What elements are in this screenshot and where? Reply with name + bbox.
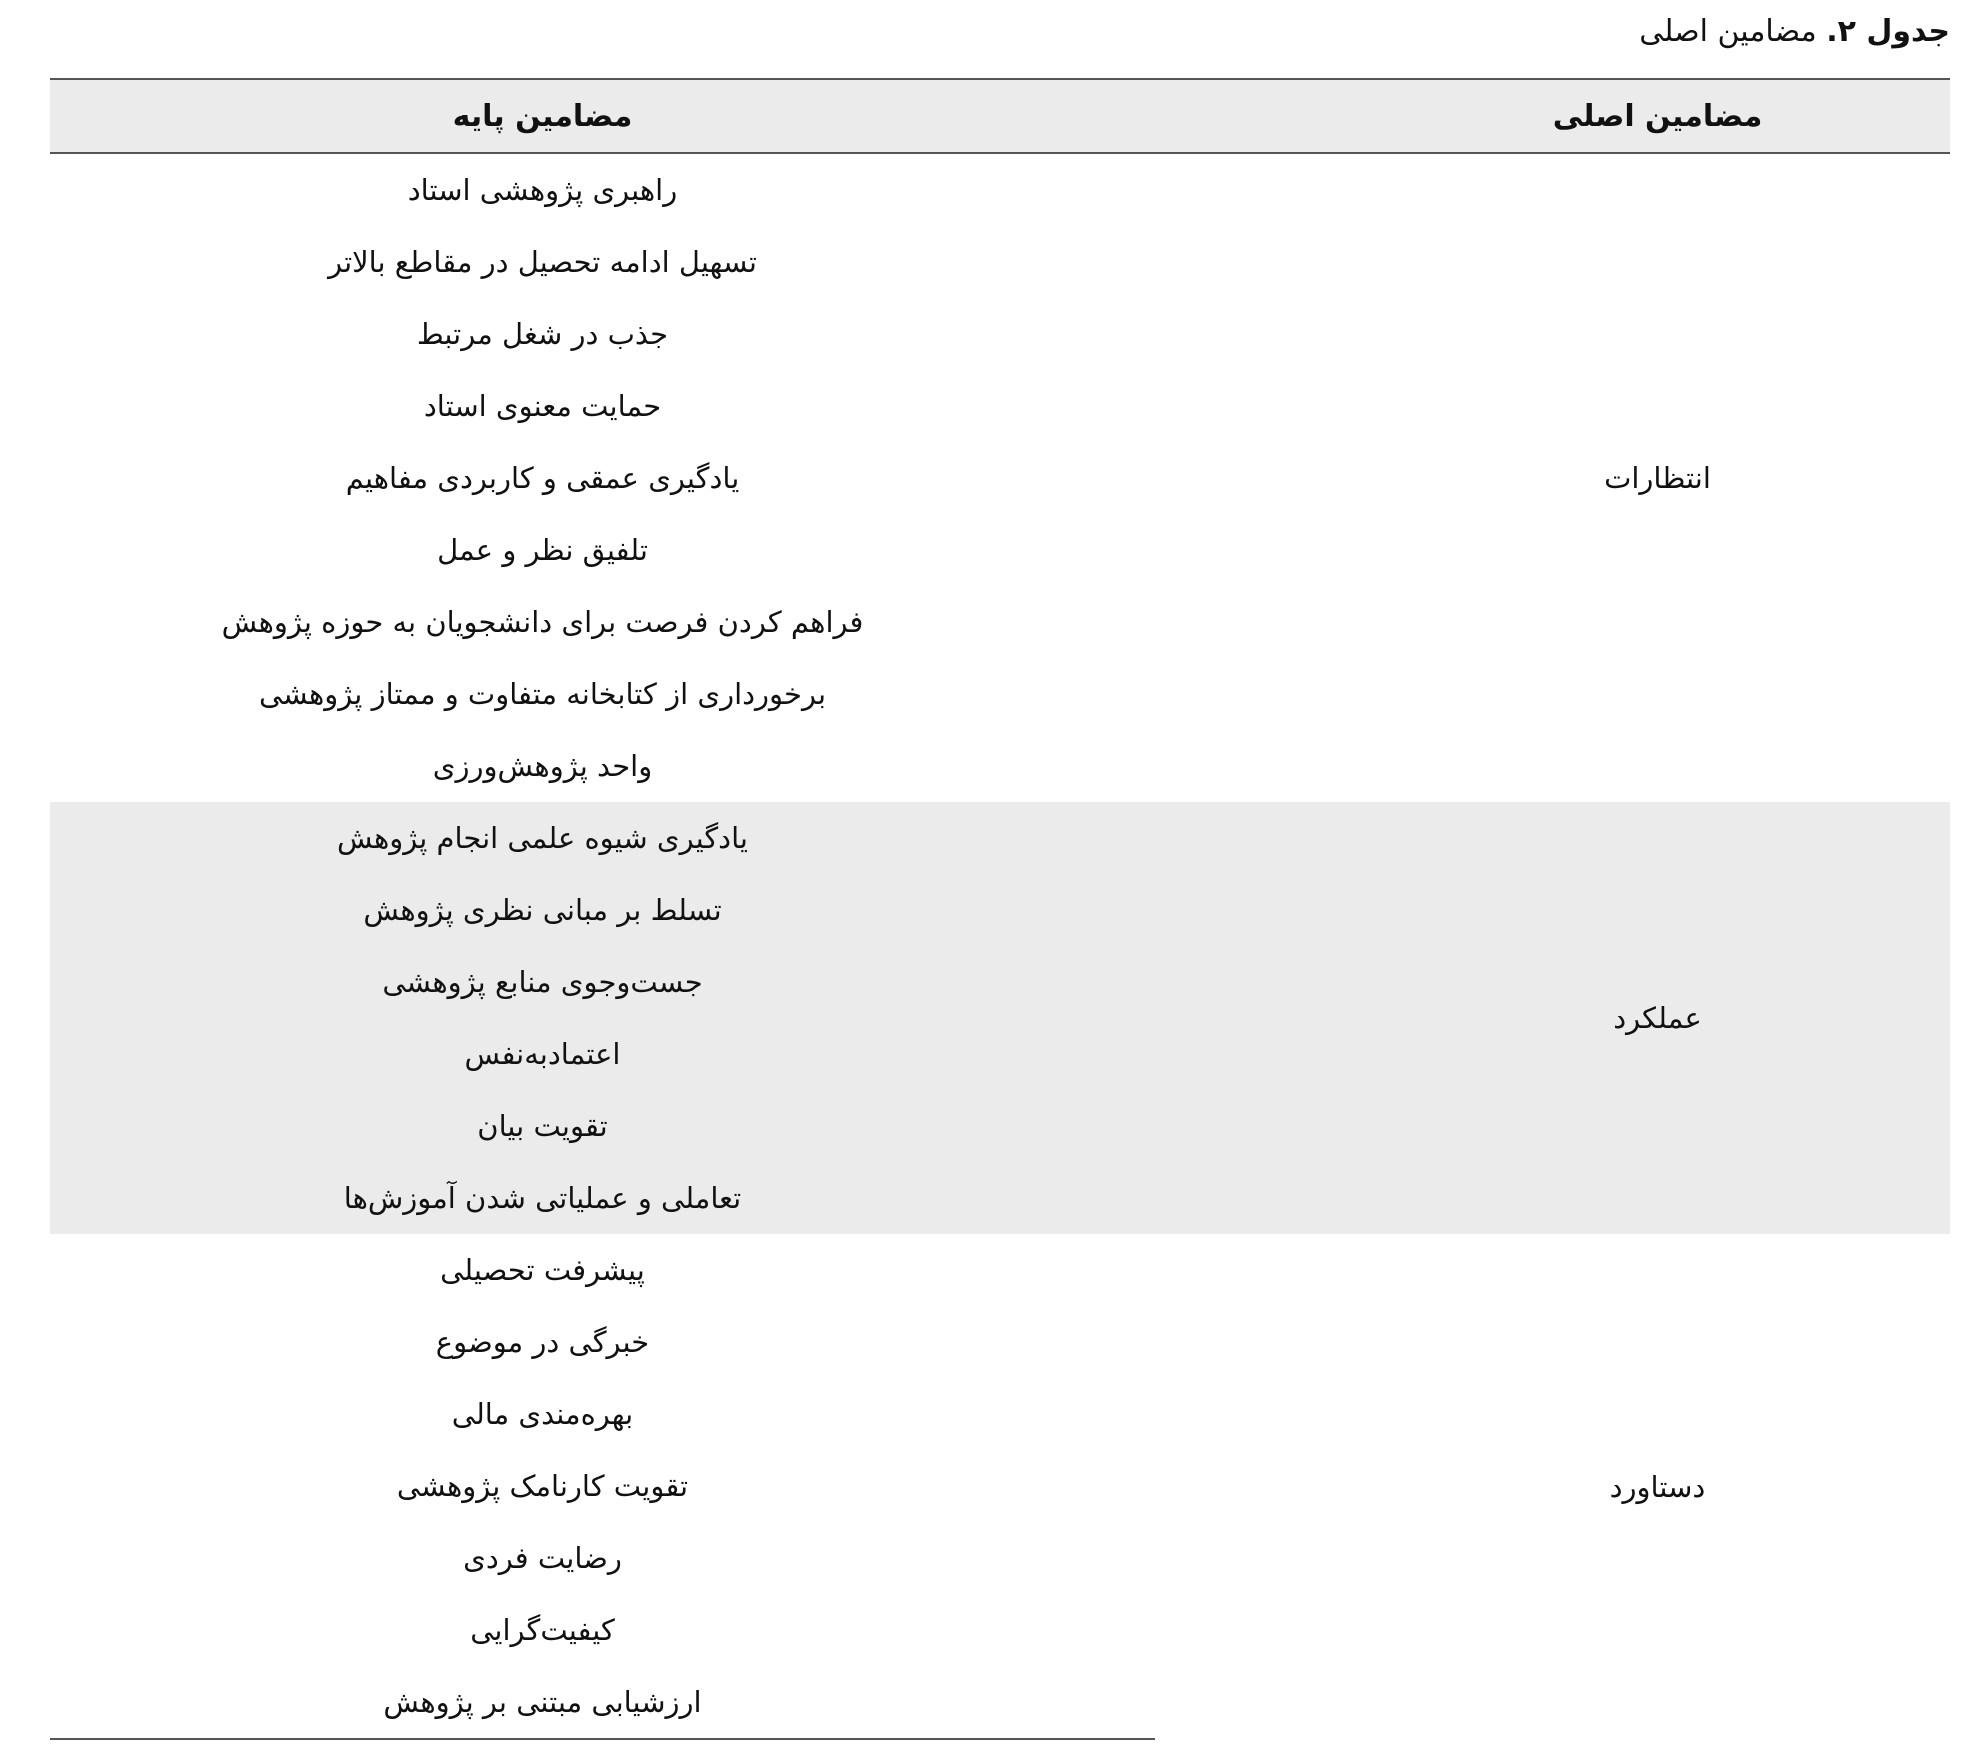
header-main-themes: مضامین اصلی <box>1155 79 1950 153</box>
base-theme-cell: واحد پژوهش‌ورزی <box>432 749 653 783</box>
table-row <box>50 802 1950 874</box>
theme-group <box>50 1234 1950 1739</box>
base-theme-cell: خبرگی در موضوع <box>435 1325 650 1359</box>
caption-title: مضامین اصلی <box>1639 14 1817 49</box>
table-caption <box>1639 6 1950 58</box>
base-theme-cell: بهره‌مندی مالی <box>451 1397 634 1431</box>
table-row <box>50 153 1950 226</box>
main-theme-cell: انتظارات <box>1604 461 1711 495</box>
table-row <box>50 1234 1950 1306</box>
theme-group <box>50 153 1950 802</box>
main-theme-cell: دستاورد <box>1609 1469 1706 1504</box>
base-theme-cell: یادگیری شیوه علمی انجام پژوهش <box>50 802 1155 874</box>
base-theme-cell: کیفیت‌گرایی <box>470 1613 615 1647</box>
base-theme-cell: جست‌وجوی منابع پژوهشی <box>50 946 1155 1018</box>
base-theme-cell: تقویت کارنامک پژوهشی <box>396 1469 689 1503</box>
theme-group <box>50 802 1950 1234</box>
base-theme-cell: برخورداری از کتابخانه متفاوت و ممتاز پژوهشی <box>258 677 827 711</box>
header-row <box>50 79 1950 153</box>
base-theme-cell: جذب در شغل مرتبط <box>416 317 669 351</box>
base-theme-cell: تسهیل ادامه تحصیل در مقاطع بالاتر <box>328 245 757 279</box>
caption-label: جدول ۲. <box>1826 14 1950 49</box>
header-base-themes: مضامین پایه <box>50 79 1155 153</box>
base-theme-cell: اعتمادبه‌نفس <box>50 1018 1155 1090</box>
themes-table <box>50 78 1950 1740</box>
main-theme-cell: عملکرد <box>1155 802 1950 1234</box>
base-theme-cell: پیشرفت تحصیلی <box>440 1253 645 1287</box>
base-theme-cell: تعاملی و عملیاتی شدن آموزش‌ها <box>50 1162 1155 1234</box>
base-theme-cell: راهبری پژوهشی استاد <box>407 173 678 207</box>
base-theme-cell: فراهم کردن فرصت برای دانشجویان به حوزه پژوهش <box>221 605 864 639</box>
base-theme-cell: تقویت بیان <box>50 1090 1155 1162</box>
base-theme-cell: تسلط بر مبانی نظری پژوهش <box>50 874 1155 946</box>
base-theme-cell: تلفیق نظر و عمل <box>437 533 648 567</box>
base-theme-cell: ارزشیابی مبتنی بر پژوهش <box>50 1666 1155 1739</box>
base-theme-cell: رضایت فردی <box>463 1541 622 1575</box>
base-theme-cell: یادگیری عمقی و کاربردی مفاهیم <box>345 461 740 495</box>
base-theme-cell: حمایت معنوی استاد <box>423 389 662 423</box>
